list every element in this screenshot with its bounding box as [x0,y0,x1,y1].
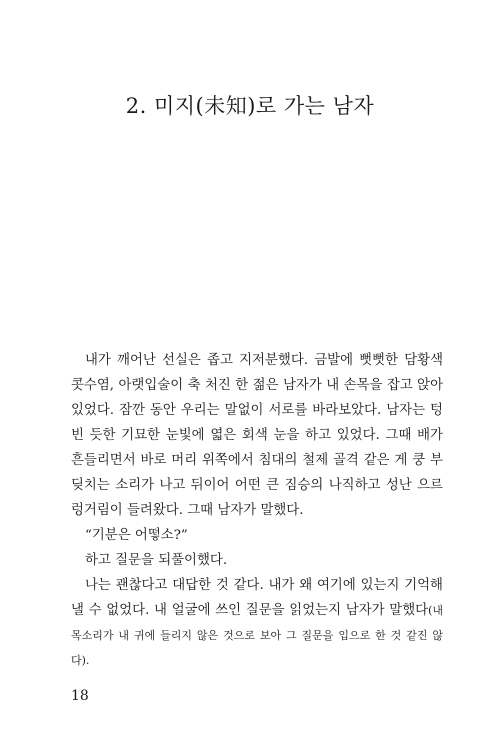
paragraph: 하고 질문을 되풀이했다. [85,553,228,568]
paragraph [71,573,443,673]
paragraph-text: 나는 괜찮다고 대답한 것 같다. 내가 왜 여기에 있는지 기억해낼 수 없었다. 내 얼굴에 쓰인 질문을 읽었는지 남자가 말했다 [71,578,443,618]
paragraph: 내가 깨어난 선실은 좁고 지저분했다. 금발에 뻣뻣한 담황색 콧수염, 아랫입술이 축 처진 한 젊은 남자가 내 손목을 잡고 앉아 있었다. 잠깐 동안 우리는 말없이 서로를 바라보았다. 남자는 텅 빈 듯한 기묘한 눈빛에 엷은 회색 눈을 하고 있었다. 그때 배가 흔들리면서 바로 머리 위쪽에서 침대의 철제 골격 같은 게 쿵 부딪치는 소리가 나고 뒤이어 어떤 큰 짐승의 나직하고 성난 으르렁거림이 들려왔다. 그때 남자가 말했다. [71,353,443,518]
chapter-title: 2. 미지(未知)로 가는 남자 [125,94,375,118]
parenthetical-aside: (내 목소리가 내 귀에 들리지 않은 것으로 보아 그 질문을 입으로 한 것 같진 않다). [71,604,443,667]
paragraph: “기분은 어떻소?” [85,528,188,543]
page-number: 18 [71,688,89,704]
body-text [71,348,443,673]
